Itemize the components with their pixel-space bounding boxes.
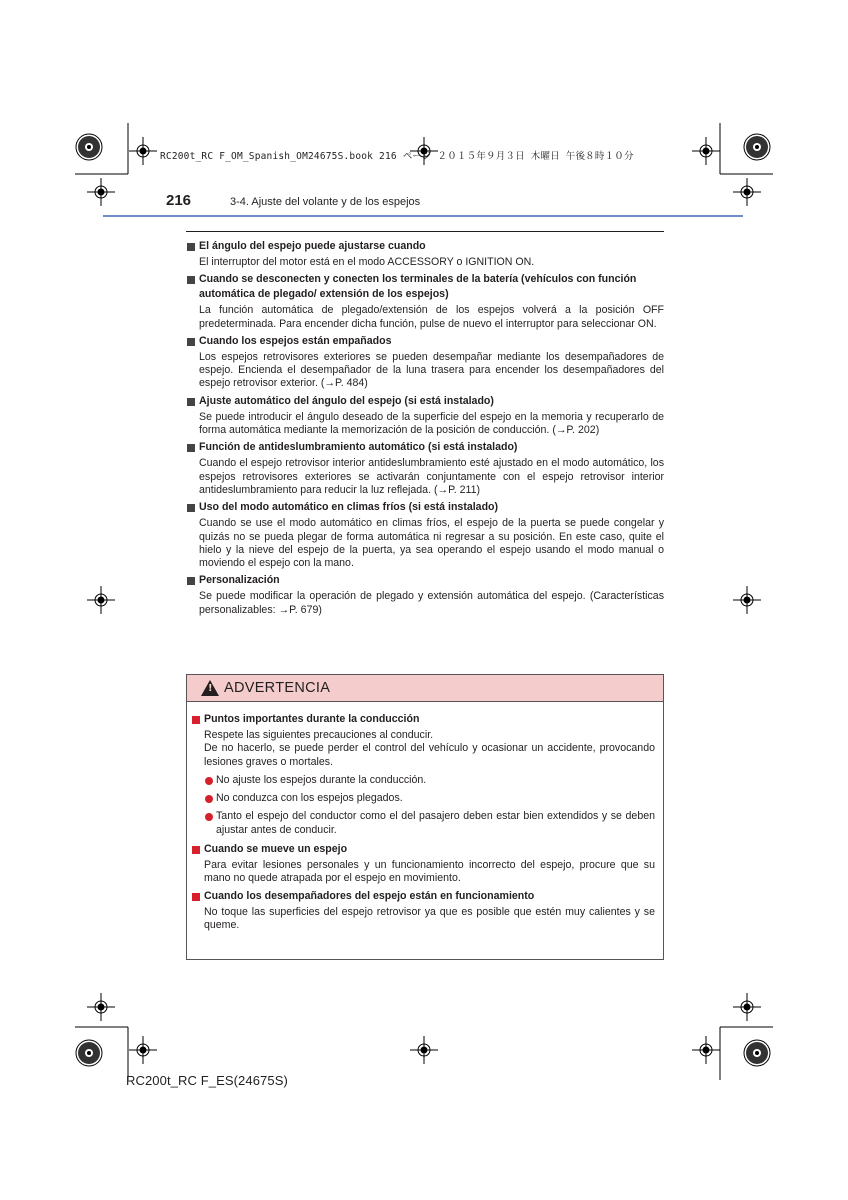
red-square-bullet-icon [192, 893, 200, 901]
square-bullet-icon [187, 577, 195, 585]
warning-text: No toque las superficies del espejo retrovisor ya que es posible que estén muy calientes y se queme. [204, 905, 655, 931]
section-customization [186, 573, 664, 617]
section-text: El interruptor del motor está en el modo ACCESSORY o IGNITION ON. [199, 256, 535, 268]
section-text: Se puede modificar la operación de plegado y extensión automática del espejo. (Características personalizables: →P. 679) [199, 590, 664, 616]
section-mirror-angle [186, 239, 664, 269]
warning-bullet: No ajuste los espejos durante la conducción. [191, 774, 655, 787]
warning-header [187, 675, 663, 702]
section-battery [186, 272, 664, 331]
section-heading: Cuando los espejos están empañados [199, 334, 392, 347]
section-heading: El ángulo del espejo puede ajustarse cuando [199, 240, 426, 252]
section-text: Se puede introducir el ángulo deseado de la superficie del espejo en la memoria y recuperarlo de forma automática mediante la memorización de la posición de conducción. (→P. 202) [199, 410, 664, 437]
warning-text: De no hacerlo, se puede perder el control del vehículo y ocasionar un accidente, provocando lesiones graves o mortales. [204, 742, 655, 768]
square-bullet-icon [187, 338, 195, 346]
main-content [186, 239, 664, 620]
square-bullet-icon [187, 504, 195, 512]
warning-heading: Puntos importantes durante la conducción [204, 713, 420, 725]
square-bullet-icon [187, 243, 195, 251]
content-top-rule [186, 231, 664, 232]
section-cold-climate [186, 500, 664, 570]
section-heading: Cuando se desconecten y conecten los terminales de la batería (vehículos con función automática de plegado/ extensión de los espejos) [199, 273, 637, 301]
square-bullet-icon [187, 444, 195, 452]
section-text: Los espejos retrovisores exteriores se pueden desempañar mediante los desempañadores de espejo. Encienda el desempañador de la luna trasera para encender los desempañadores del espejo retrovisor exterior. (→P. 484) [199, 350, 664, 390]
red-dot-icon [205, 795, 213, 803]
square-bullet-icon [187, 398, 195, 406]
section-heading: Función de antideslumbramiento automático (si está instalado) [199, 441, 518, 454]
warning-text: Para evitar lesiones personales y un funcionamiento incorrecto del espejo, procure que su mano no quede atrapada por el espejo en movimiento. [204, 859, 655, 885]
warning-bullet: No conduzca con los espejos plegados. [191, 792, 655, 805]
section-heading: Personalización [199, 574, 280, 587]
section-text: Cuando el espejo retrovisor interior antideslumbramiento esté ajustado en el modo automático, los espejos retrovisores exteriores se activarán conjuntamente con el espejo retrovisor interior antideslumbramiento para reducir la luz reflejada. (→P. 211) [199, 457, 664, 496]
red-square-bullet-icon [192, 846, 200, 854]
section-heading: Uso del modo automático en climas fríos (si está instalado) [199, 501, 499, 514]
warning-heading: Cuando los desempañadores del espejo están en funcionamiento [204, 889, 535, 902]
square-bullet-icon [187, 276, 195, 284]
section-auto-angle [186, 394, 664, 438]
section-title: 3-4. Ajuste del volante y de los espejos [230, 196, 421, 208]
section-text: Cuando se use el modo automático en climas fríos, el espejo de la puerta se puede congelar y quizás no se pueda plegar de forma automática ni regresar a su posición. En este caso, quite el hielo y la nieve del espejo de la puerta, ya sea operando el espejo usando el modo manual o moviendo el espejo con la mano. [199, 517, 664, 570]
section-antiglare [186, 440, 664, 497]
warning-triangle-icon: ! [201, 680, 219, 696]
footer-code: RC200t_RC F_ES(24675S) [126, 1073, 288, 1088]
section-heading: Ajuste automático del ángulo del espejo (si está instalado) [199, 394, 494, 407]
red-square-bullet-icon [192, 716, 200, 724]
warning-box [186, 674, 664, 960]
warning-body [187, 702, 663, 932]
red-dot-icon [205, 777, 213, 785]
warning-title: ADVERTENCIA [224, 680, 331, 696]
page-number: 216 [166, 192, 192, 209]
section-text: La función automática de plegado/extensión de los espejos volverá a la posición OFF predeterminada. Para encender dicha función, pulse de nuevo el interruptor para seleccionar ON. [199, 304, 664, 330]
book-file-header: RC200t_RC F_OM_Spanish_OM24675S.book 216 ページ ２０１５年９月３日 木曜日 午後８時１０分 [160, 151, 634, 162]
warning-text: Respete las siguientes precauciones al conducir. [204, 729, 434, 741]
section-fogged [186, 334, 664, 391]
red-dot-icon [205, 813, 213, 821]
warning-bullet: Tanto el espejo del conductor como el del pasajero deben estar bien extendidos y se deben ajustar antes de conducir. [191, 810, 655, 837]
header-rule [103, 215, 743, 217]
warning-heading: Cuando se mueve un espejo [204, 843, 348, 856]
